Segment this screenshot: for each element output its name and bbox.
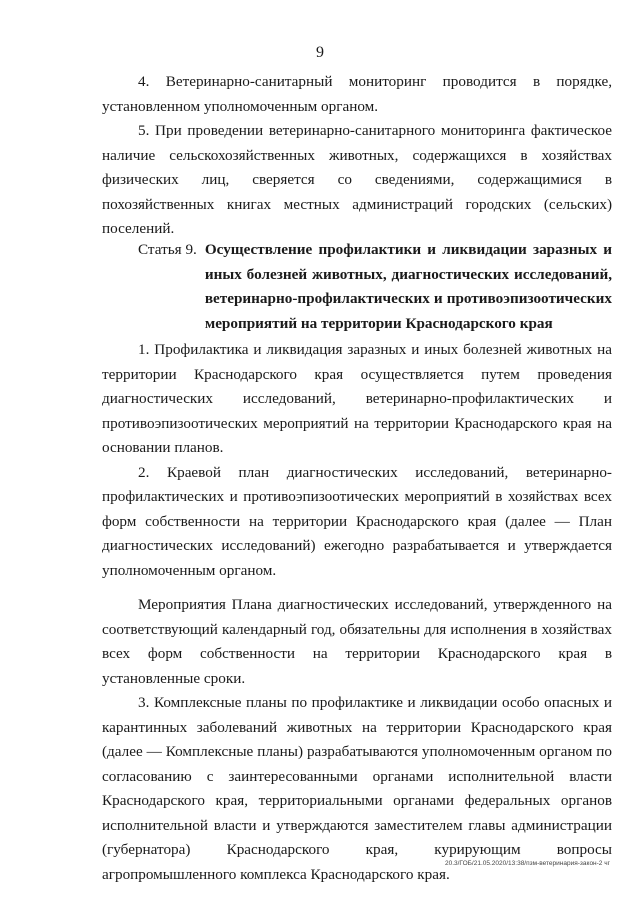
paragraph-1: 1. Профилактика и ликвидация заразных и иных болезней животных на территории Краснодарского края осуществляется путем проведения диагностических исследований, ветеринарно-профилактических и противоэпизоотических мероприятий на территории Краснодарского края на основании планов. — [102, 341, 612, 456]
paragraphs-main — [102, 338, 612, 887]
article-label: Статья 9. — [138, 241, 197, 258]
article-heading — [138, 238, 612, 336]
paragraph-5: 5. При проведении ветеринарно-санитарного мониторинга фактическое наличие сельскохозяйственных животных, содержащихся в хозяйствах физических лиц, сверяется со сведениями, содержащимися в похозяйственных книгах местных администраций городских (сельских) поселений. — [102, 122, 612, 237]
article-title: Осуществление профилактики и ликвидации заразных и иных болезней животных, диагностических исследований, ветеринарно-профилактических и противоэпизоотических мероприятий на территории Краснодарского края — [204, 241, 612, 332]
paragraphs-top — [102, 70, 612, 242]
paragraph-2: 2. Краевой план диагностических исследований, ветеринарно-профилактических и противоэпизоотических мероприятий в хозяйствах всех форм собственности на территории Краснодарского края (далее — План диагностических исследований) ежегодно разрабатывается и утверждается уполномоченным органом. — [102, 463, 612, 579]
paragraph-3: 3. Комплексные планы по профилактике и ликвидации особо опасных и карантинных заболеваний животных на территории Краснодарского края (далее — Комплексные планы) разрабатываются уполномоченным органом по согласованию с заинтересованными органами исполнительной власти Краснодарского края, территориальными органами федеральных органов исполнительной власти и утверждаются заместителем главы администрации (губернатора) Краснодарского края, курирующим вопросы агропромышленного комплекса Краснодарского края. — [102, 694, 612, 883]
paragraph-2-continued: Мероприятия Плана диагностических исследований, утвержденного на соответствующий календарный год, обязательны для исполнения в хозяйствах всех форм собственности на территории Краснодарского края в установленные сроки. — [102, 596, 612, 687]
document-footer-code: 20.3/ГОБ/21.05.2020/13:38/пзм-ветеринария-закон-2 чг — [444, 860, 610, 867]
paragraph-4: 4. Ветеринарно-санитарный мониторинг проводится в порядке, установленном уполномоченным органом. — [102, 73, 612, 115]
page-number: 9 — [316, 44, 324, 61]
